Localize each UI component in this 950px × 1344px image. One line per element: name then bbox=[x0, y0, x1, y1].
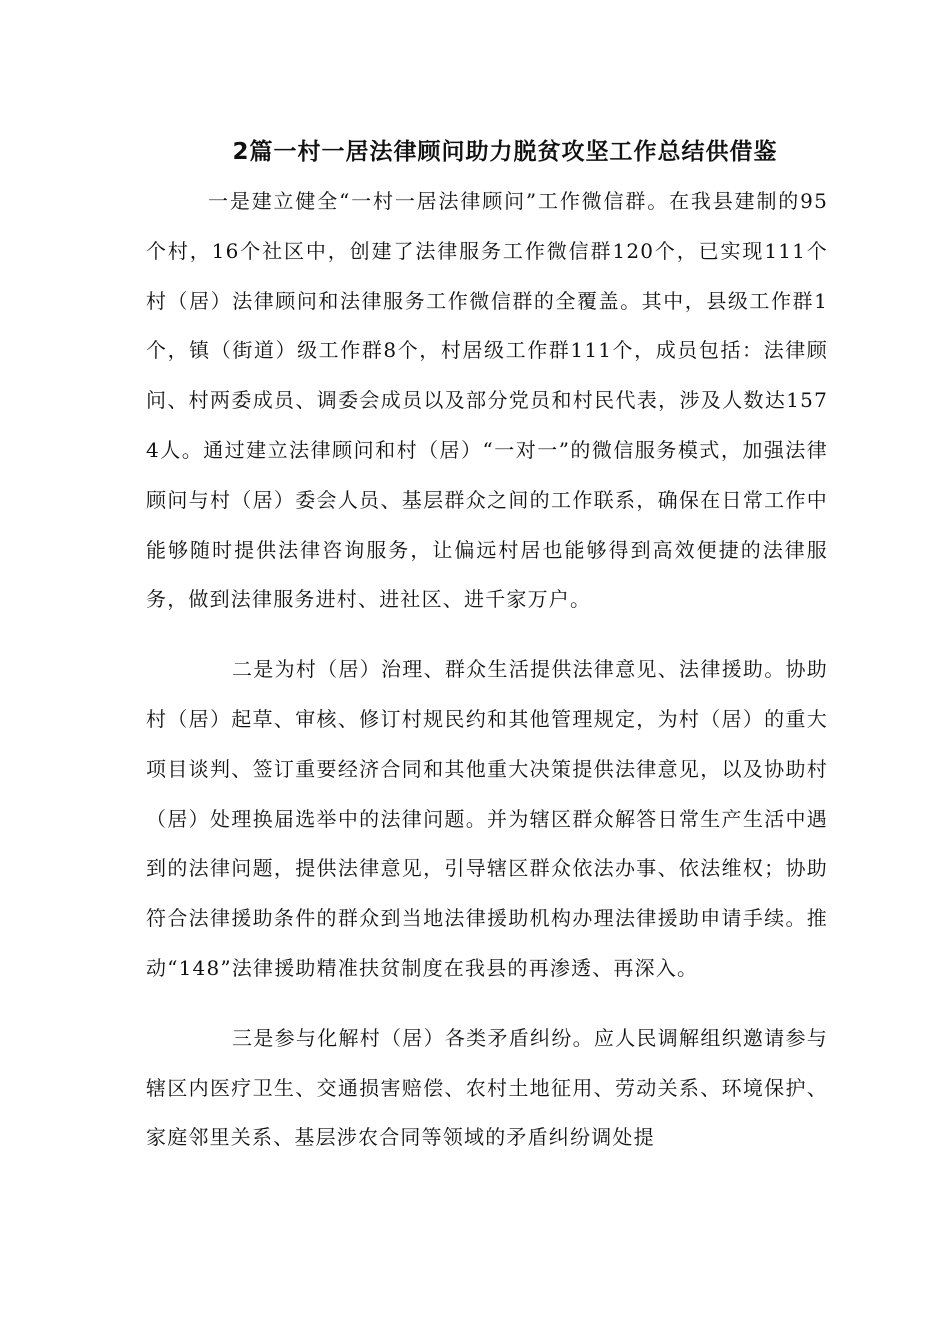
document-title: 2篇一村一居法律顾问助力脱贫攻坚工作总结供借鉴 bbox=[232, 139, 778, 165]
document-body bbox=[146, 177, 828, 1163]
paragraph-2: 二是为村（居）治理、群众生活提供法律意见、法律援助。协助村（居）起草、审核、修订村规民约和其他管理规定，为村（居）的重大项目谈判、签订重要经济合同和其他重大决策提供法律意见，以及协助村（居）处理换届选举中的法律问题。并为辖区群众解答日常生产生活中遇到的法律问题，提供法律意见，引导辖区群众依法办事、依法维权；协助符合法律援助条件的群众到当地法律援助机构办理法律援助申请手续。推动“148”法律援助精准扶贫制度在我县的再渗透、再深入。 bbox=[146, 657, 828, 980]
paragraph-3: 三是参与化解村（居）各类矛盾纠纷。应人民调解组织邀请参与辖区内医疗卫生、交通损害赔偿、农村土地征用、劳动关系、环境保护、家庭邻里关系、基层涉农合同等领域的矛盾纠纷调处提 bbox=[146, 1025, 828, 1150]
paragraph-1: 一是建立健全“一村一居法律顾问”工作微信群。在我县建制的95个村，16个社区中，创建了法律服务工作微信群120个，已实现111个村（居）法律顾问和法律服务工作微信群的全覆盖。其中，县级工作群1个，镇（街道）级工作群8个，村居级工作群111个，成员包括：法律顾问、村两委成员、调委会成员以及部分党员和村民代表，涉及人数达1574人。通过建立法律顾问和村（居）“一对一”的微信服务模式，加强法律顾问与村（居）委会人员、基层群众之间的工作联系，确保在日常工作中能够随时提供法律咨询服务，让偏远村居也能够得到高效便捷的法律服务，做到法律服务进村、进社区、进千家万户。 bbox=[146, 189, 828, 612]
